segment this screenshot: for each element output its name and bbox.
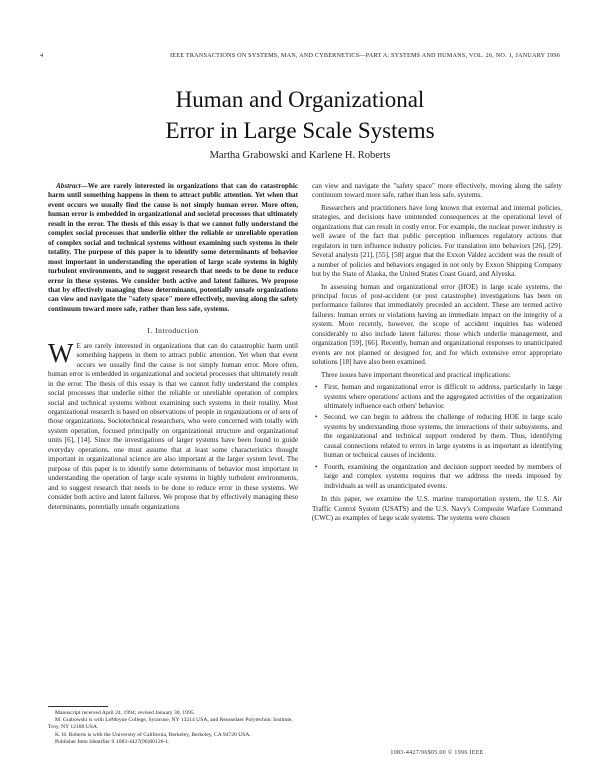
drop-cap: W — [48, 337, 74, 368]
introduction-text: E are rarely interested in organizations that can do catastrophic harm until something happens in them to attract public attention. Yet when that event occurs we usually find the cause is not simply human error. More often, human error is embedded in organizational and societal processes that ultimately result in the error. The thesis of this essay is that we cannot fully understand the complex social processes that underlie either the reliable or unreliable operation of complex social and technical systems without examining such systems in their totality. Most organizational research is based on observations of people in organizations or of sets of those organizations. Sociotechnical researchers, who were concerned with totally with system operation, focused principally on organizational structure and organizational units [6], [14]. Since the investigations of larger systems have been found to guide everyday operations, one must assume that at least some characteristics thought important in organizational science are also important at the larger system level. The purpose of this paper is to identify some determinants of behavior most important in understanding the operation of large scale systems in highly turbulent environments, and to suggest research that needs to be done to reduce error in these systems. We consider both active and latent failures. We propose that by effectively managing these determinants, potentially unsafe organizations — [48, 341, 298, 511]
paper-title — [0, 84, 600, 146]
footnote: M. Grabowski is with LeMoyne College, Syracuse, NY 13214 USA, and Rensselaer Polytechnic Institute, Troy, NY 12180 USA. — [48, 717, 293, 731]
footnote-rule — [48, 706, 108, 707]
abstract — [48, 182, 298, 314]
title-line-1: Human and Organizational — [175, 87, 425, 112]
abstract-text: We are rarely interested in organizations that can do catastrophic harm until something happens in them to attract public attention. Yet when that event occurs we usually find the cause is not simply human error. More often, human error is embedded in organizational and societal processes that ultimately result in the error. The thesis of this essay is that we cannot fully understand the complex social processes that underlie either the reliable or unreliable operation of complex social and technical systems without examining such systems in their totality. The purpose of this paper is to identify some determinants of behavior most important in understanding the operation of large scale systems in highly turbulent environments, and to suggest research that needs to be done to reduce error in these systems. We consider both active and latent failures. We propose that by effectively managing these determinants, potentially unsafe organizations can view and navigate the "safety space" more effectively, moving along the safety continuum toward more safe, rather than less safe, systems. — [48, 182, 298, 313]
paragraph-systems: In this paper, we examine the U.S. marine transportation system, the U.S. Air Traffic Control System (USATS) and the U.S. Navy's Composite Warfare Command (CWC) as examples of large scale systems. The systems were chosen — [312, 495, 562, 522]
paragraph-hoe: In assessing human and organizational error (HOE) in large scale systems, the principal focus of post-accident (or post catastrophe) investigations has been on performance failures that immediately preceded an accident. These are termed active failures: human errors or violations having an immediate impact on the integrity of a system. More recently, however, the scope of accident inquiries has widened considerably to also include latent failures: those which underlie management, and organization [59], [66]. Recently, human and organizational responses to unanticipated events are not planned or designed for, and for which extensive error appropriate solutions [18] have also been examined. — [312, 282, 562, 367]
left-column — [48, 182, 298, 512]
paragraph-policies: Researchers and practitioners have long known that external and internal policies, strategies, and decisions have unintended consequences at the operational level of organizations that can result in costly error. For example, the nuclear power industry is well aware of the fact that public perception influences regulatory actions that regulators in turn influence industry policies. For translation into behaviors [26], [29]. Several analysts [21], [55], [58] argue that the Exxon Valdez accident was the result of a number of policies and behaviors engaged in not only by Exxon Shipping Company but by the State of Alaska, the United States Coast Guard, and Alyeska. — [312, 203, 562, 279]
author-list: Martha Grabowski and Karlene H. Roberts — [209, 150, 391, 161]
paragraph-issues: Three issues have important theoretical and practical implications: — [321, 370, 511, 379]
list-item: • First, human and organizational error is difficult to address, particularly in large systems where operations' actions and the aggregated activities of the organization ultimately influence each others' behavior. — [324, 383, 562, 411]
introduction-paragraph — [48, 337, 298, 512]
list-item: • Second, we can begin to address the challenge of reducing HOE in large scale systems by understanding those systems, the interactions of their subsystems, and the organizational and technical support rendered by them. Thus, identifying causal connections related to errors in large systems is as important as identifying human or technical causes of incidents. — [324, 413, 562, 460]
page-number: 4 — [40, 52, 44, 59]
section-heading-introduction: I. Introduction — [147, 326, 199, 336]
journal-line: IEEE TRANSACTIONS ON SYSTEMS, MAN, AND CYBERNETICS—PART A: SYSTEMS AND HUMANS, VOL. 26, NO. 1, JANUARY 1996 — [170, 52, 560, 59]
title-line-2: Error in Large Scale Systems — [165, 118, 435, 143]
abstract-lead: Abstract— — [56, 182, 88, 190]
footnotes — [48, 706, 298, 746]
running-header — [40, 52, 560, 59]
continued-paragraph: can view and navigate the "safety space" more effectively, moving along the safety continuum toward more safe, rather than less safe, systems. — [312, 182, 562, 200]
footnote: Publisher Item Identifier S 1083-4427(96)00126-1. — [55, 738, 170, 745]
footnote: Manuscript received April 24, 1994; revised January 30, 1995. — [55, 710, 195, 716]
footnote: K. H. Roberts is with the University of California, Berkeley, Berkeley, CA 94720 USA. — [55, 731, 251, 738]
right-column — [312, 182, 562, 523]
issues-list — [312, 383, 562, 491]
list-item: • Fourth, examining the organization and decision support needed by members of large and complex systems requires that we address the needs imposed by individuals as well as unanticipated events. — [324, 463, 562, 491]
copyright-line: 1083-4427/96$05.00 © 1996 IEEE — [390, 750, 484, 756]
